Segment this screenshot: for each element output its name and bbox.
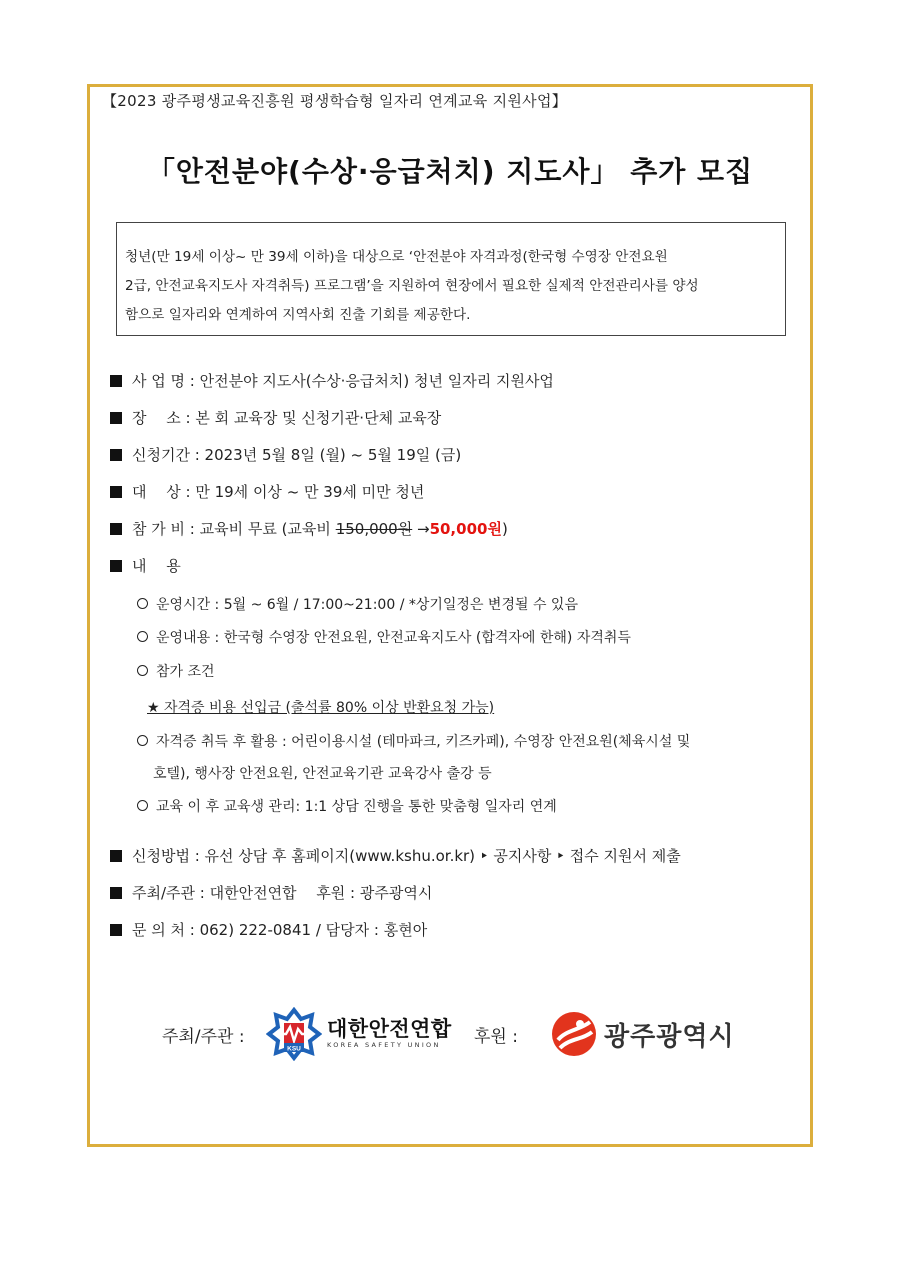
header-line: 【2023 광주평생교육진흥원 평생학습형 일자리 연계교육 지원사업】 bbox=[102, 92, 568, 110]
square-bullet-icon bbox=[110, 560, 122, 572]
intro-line-1: 청년(만 19세 이상~ 만 39세 이하)을 대상으로 ‘안전분야 자격과정(한국형 수영장 안전요원 bbox=[125, 249, 668, 265]
info-content: 내 용 bbox=[110, 555, 800, 592]
info-place: 장 소 : 본 회 교육장 및 신청기관·단체 교육장 bbox=[110, 407, 800, 444]
info-list bbox=[110, 370, 800, 592]
gwangju-name: 광주광역시 bbox=[604, 1022, 735, 1052]
square-bullet-icon bbox=[110, 887, 122, 899]
content-time: 운영시간 : 5월 ~ 6월 / 17:00~21:00 / *상기일정은 변경될 수 있음 bbox=[137, 594, 578, 614]
info-period: 신청기간 : 2023년 5월 8일 (월) ~ 5월 19일 (금) bbox=[110, 444, 800, 481]
info-fee: 참 가 비 : 교육비 무료 (교육비 150,000원 →50,000원) bbox=[110, 518, 800, 555]
content-condition: 참가 조건 bbox=[137, 661, 215, 681]
square-bullet-icon bbox=[110, 523, 122, 535]
circle-bullet-icon bbox=[137, 800, 148, 811]
circle-bullet-icon bbox=[137, 631, 148, 642]
sponsor-label: 후원 : bbox=[474, 1027, 518, 1047]
footer-list bbox=[110, 845, 800, 956]
content-usage-cont: 호텔), 행사장 안전요원, 안전교육기관 교육강사 출강 등 bbox=[153, 766, 492, 782]
ksu-badge-text: KSU bbox=[287, 1045, 301, 1053]
intro-line-2: 2급, 안전교육지도사 자격취득) 프로그램’을 지원하여 현장에서 필요한 실제적 안전관리사를 양성 bbox=[125, 278, 699, 294]
content-usage: 자격증 취득 후 활용 : 어린이용시설 (테마파크, 키즈카페), 수영장 안전요원(체육시설 및 bbox=[137, 731, 690, 751]
fee-new: 50,000원 bbox=[429, 520, 502, 538]
square-bullet-icon bbox=[110, 449, 122, 461]
host-label: 주최/주관 : bbox=[162, 1027, 245, 1047]
condition-note: ★ 자격증 비용 선입금 (출석률 80% 이상 반환요청 가능) bbox=[147, 700, 495, 716]
square-bullet-icon bbox=[110, 412, 122, 424]
info-host: 주최/주관 : 대한안전연합 후원 : 광주광역시 bbox=[110, 882, 800, 919]
square-bullet-icon bbox=[110, 924, 122, 936]
square-bullet-icon bbox=[110, 850, 122, 862]
ksu-logo-icon bbox=[266, 1007, 322, 1061]
circle-bullet-icon bbox=[137, 665, 148, 676]
info-business: 사 업 명 : 안전분야 지도사(수상·응급처치) 청년 일자리 지원사업 bbox=[110, 370, 800, 407]
square-bullet-icon bbox=[110, 375, 122, 387]
info-apply: 신청방법 : 유선 상담 후 홈페이지(www.kshu.or.kr) ‣ 공지사항 ‣ 접수 지원서 제출 bbox=[110, 845, 800, 882]
logo-strip bbox=[0, 1005, 900, 1065]
info-target: 대 상 : 만 19세 이상 ~ 만 39세 미만 청년 bbox=[110, 481, 800, 518]
ksu-english: KOREA SAFETY UNION bbox=[327, 1041, 441, 1049]
intro-box bbox=[116, 222, 786, 336]
intro-line-3: 함으로 일자리와 연계하여 지역사회 진출 기회를 제공한다. bbox=[125, 307, 471, 323]
fee-old: 150,000원 bbox=[335, 520, 413, 538]
ksu-name: 대한안전연합 bbox=[327, 1017, 452, 1041]
content-after: 교육 이 후 교육생 관리: 1:1 상담 진행을 통한 맞춤형 일자리 연계 bbox=[137, 796, 557, 816]
info-contact: 문 의 처 : 062) 222-0841 / 담당자 : 홍현아 bbox=[110, 919, 800, 956]
gwangju-emblem-icon bbox=[550, 1010, 598, 1058]
page-title: 「안전분야(수상·응급처치) 지도사」 추가 모집 bbox=[146, 155, 754, 188]
square-bullet-icon bbox=[110, 486, 122, 498]
circle-bullet-icon bbox=[137, 598, 148, 609]
circle-bullet-icon bbox=[137, 735, 148, 746]
content-program: 운영내용 : 한국형 수영장 안전요원, 안전교육지도사 (합격자에 한해) 자격취득 bbox=[137, 627, 631, 647]
